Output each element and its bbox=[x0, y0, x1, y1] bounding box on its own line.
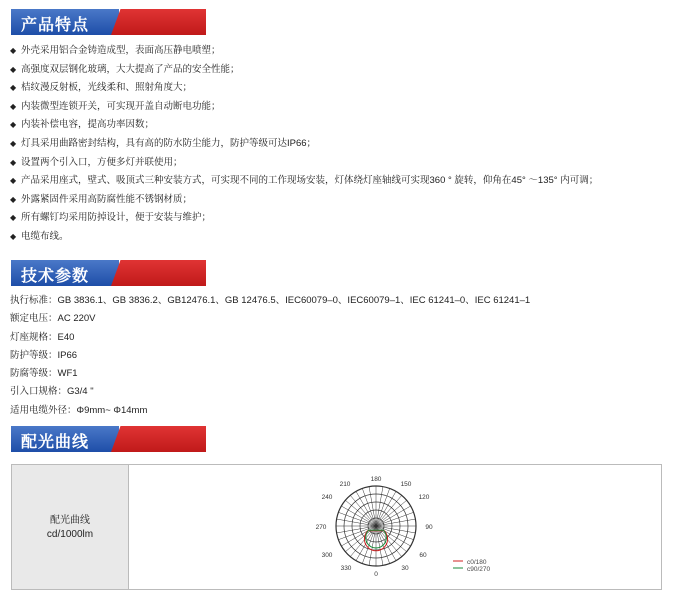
angle-label: 30 bbox=[401, 565, 409, 572]
feature-text: 外露紧固件采用高防腐性能不锈钢材质； bbox=[21, 193, 193, 205]
angle-label: 0 bbox=[374, 571, 378, 578]
legend bbox=[453, 559, 491, 573]
feature-text: 内装补偿电容，提高功率因数； bbox=[21, 119, 155, 131]
bullet-diamond-icon: ◆ bbox=[10, 157, 17, 167]
feature-text: 所有螺钉均采用防掉设计，便于安装与维护； bbox=[21, 212, 212, 224]
bullet-diamond-icon: ◆ bbox=[10, 194, 17, 204]
angle-label: 90 bbox=[425, 524, 433, 531]
angle-label: 300 bbox=[321, 552, 333, 559]
bullet-diamond-icon: ◆ bbox=[10, 64, 17, 74]
params-list bbox=[10, 292, 530, 420]
bullet-diamond-icon: ◆ bbox=[10, 83, 17, 93]
features-list bbox=[10, 42, 598, 247]
angle-label: 240 bbox=[321, 494, 333, 501]
features-header bbox=[11, 9, 206, 35]
curve-title: 配光曲线 bbox=[21, 434, 90, 451]
param-row: 额定电压：AC 220V bbox=[10, 313, 96, 325]
feature-item bbox=[10, 154, 598, 173]
feature-item bbox=[10, 61, 598, 80]
param-row: 适用电缆外径：Φ9mm~ Φ14mm bbox=[10, 404, 148, 416]
angle-label: 150 bbox=[400, 481, 412, 488]
feature-text: 设置两个引入口，方便多灯并联使用； bbox=[21, 156, 183, 168]
features-title: 产品特点 bbox=[21, 17, 90, 34]
angle-label: 210 bbox=[339, 481, 351, 488]
feature-item bbox=[10, 79, 598, 98]
curve-table bbox=[11, 464, 662, 590]
feature-item bbox=[10, 135, 598, 154]
param-row: 防腐等级：WF1 bbox=[10, 368, 78, 380]
params-header bbox=[11, 260, 206, 286]
angle-label: 180 bbox=[370, 476, 382, 483]
bullet-diamond-icon: ◆ bbox=[10, 213, 17, 223]
feature-item bbox=[10, 116, 598, 135]
legend-c90: c90/270 bbox=[467, 566, 491, 573]
bullet-diamond-icon: ◆ bbox=[10, 231, 17, 241]
curve-label: 配光曲线 bbox=[50, 515, 90, 526]
bullet-diamond-icon: ◆ bbox=[10, 176, 17, 186]
feature-text: 电缆布线。 bbox=[21, 230, 69, 242]
feature-text: 外壳采用铝合金铸造成型，表面高压静电喷塑； bbox=[21, 45, 221, 56]
legend-c0: c0/180 bbox=[467, 559, 487, 566]
curve-unit: cd/1000lm bbox=[46, 529, 94, 540]
bullet-diamond-icon: ◆ bbox=[10, 101, 17, 111]
params-title: 技术参数 bbox=[21, 268, 90, 285]
polar-diagram bbox=[129, 465, 659, 589]
feature-item bbox=[10, 172, 598, 191]
angle-label: 120 bbox=[418, 494, 430, 501]
feature-item bbox=[10, 98, 598, 117]
feature-text: 灯具采用曲路密封结构，具有高的防水防尘能力，防护等级可达IP66； bbox=[21, 137, 317, 149]
feature-text: 产品采用座式，壁式、吸顶式三种安装方式，可实现不同的工作现场安装，灯体绕灯座轴线可实现360 ° 旋转，仰角在45° ～135° 内可调； bbox=[21, 175, 599, 187]
angle-label: 60 bbox=[419, 552, 427, 559]
feature-text: 桔纹漫反射板，光线柔和、照射角度大； bbox=[21, 82, 193, 94]
feature-item bbox=[10, 191, 598, 210]
angle-label: 270 bbox=[315, 524, 327, 531]
feature-item bbox=[10, 228, 598, 247]
param-row: 执行标准：GB 3836.1、GB 3836.2、GB12476.1、GB 12476.5、IEC60079–0、IEC60079–1、IEC 61241–0、IEC 61241–1 bbox=[10, 295, 531, 306]
feature-item bbox=[10, 209, 598, 228]
param-row: 灯座规格：E40 bbox=[10, 331, 75, 343]
bullet-diamond-icon: ◆ bbox=[10, 120, 17, 130]
param-row: 引入口规格：G3/4 " bbox=[10, 386, 94, 398]
param-row: 防护等级：IP66 bbox=[10, 349, 78, 361]
feature-text: 高强度双层钢化玻璃，大大提高了产品的安全性能； bbox=[21, 63, 240, 75]
curve-header bbox=[11, 426, 206, 452]
curve-label-cell bbox=[12, 465, 129, 589]
bullet-diamond-icon: ◆ bbox=[10, 138, 17, 148]
angle-label: 330 bbox=[340, 565, 352, 572]
feature-item bbox=[10, 42, 598, 61]
bullet-diamond-icon: ◆ bbox=[10, 46, 17, 55]
feature-text: 内装微型连锁开关，可实现开盖自动断电功能； bbox=[21, 100, 221, 112]
